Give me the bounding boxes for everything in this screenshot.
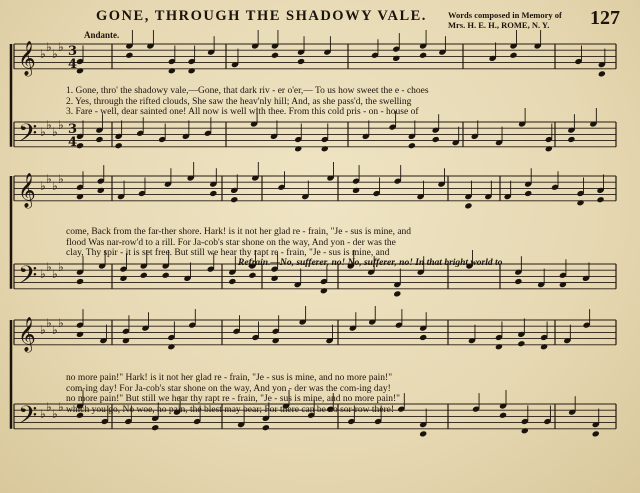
note-head [162,272,170,279]
note-head [76,67,84,74]
page-number: 127 [590,7,620,29]
lyric-line: clay, Thy spir - it is set free. But still we hear thy rapt re - frain, "Je - sus is mine, and [66,248,390,258]
note-head [392,55,400,62]
note-head [228,278,236,285]
note-head [140,272,148,279]
note-head [559,281,567,288]
flat-sign: ♭ [46,316,52,330]
note-head [592,430,600,437]
note-head [95,136,103,143]
lyric-line: com-ing day! For Ja-cob's star shone on the way, And yon - der was the com-ing day! [66,383,391,394]
note-head [188,67,196,74]
lyrics-system-1 [66,86,429,118]
note-head [509,52,517,59]
note-head [151,424,159,431]
note-head [271,52,279,59]
lyrics-system-3 [66,373,400,415]
flat-sign: ♭ [46,118,52,132]
flat-sign: ♭ [58,172,64,186]
note-head [297,58,305,65]
lyric-line: 2. Yes, through the rifted clouds, She saw the heav'nly hill; And, as she pass'd, the swelling [66,96,412,107]
flat-sign: ♭ [58,316,64,330]
lyric-line: no more pain!" But still we hear thy rapt re - frain, "Je - sus is mine, and no more pain!" [66,394,401,404]
note-head [576,199,584,206]
note-head [115,142,123,149]
flat-sign: ♭ [58,260,64,274]
note-head [408,142,416,149]
note-head [76,142,84,149]
flat-sign: ♭ [40,47,46,61]
flat-sign: ♭ [46,40,52,54]
note-head [540,343,548,350]
note-head [596,196,604,203]
note-head [393,290,401,297]
time-sig-top: 3 [68,44,78,59]
note-head [168,67,176,74]
flat-sign: ♭ [52,47,58,61]
note-head [119,275,127,282]
flat-sign: ♭ [52,323,58,337]
flat-sign: ♭ [46,400,52,414]
bass-clef: 𝄢 [18,118,38,154]
treble-clef: 𝄞 [18,40,36,76]
time-sig-top: 3 [68,122,78,137]
note-head [352,187,360,194]
flat-sign: ♭ [52,267,58,281]
flat-sign: ♭ [40,179,46,193]
flat-sign: ♭ [58,40,64,54]
lyric-line: come, Back from the far-ther shore. Hark! is it not her glad re - frain, "Je - sus is mine, and [66,227,412,237]
note-head [464,202,472,209]
flat-sign: ♭ [40,323,46,337]
bass-clef: 𝄢 [18,260,38,296]
flat-sign: ♭ [58,400,64,414]
note-head [125,52,133,59]
refrain-line: Refrain.—No, sufferer, no! No, sufferer, no! In that bright world to [238,258,503,268]
lyric-line: which you go, No woe, no pain, the blest may bear; For there can be no sor-row there! [66,404,394,415]
note-head [432,136,440,143]
bass-clef: 𝄢 [18,400,38,436]
flat-sign: ♭ [46,260,52,274]
flat-sign: ♭ [52,179,58,193]
note-head [271,275,279,282]
lyric-line: 1. Gone, thro' the shadowy vale,—Gone, that dark riv - er o'er,— To us how sweet the e - choes [66,86,429,96]
flat-sign: ♭ [40,125,46,139]
time-sig-bottom: 4 [68,135,78,150]
note-head [167,343,175,350]
note-head [419,430,427,437]
flat-sign: ♭ [46,172,52,186]
note-head [97,187,105,194]
note-head [567,136,575,143]
treble-clef: 𝄞 [18,316,36,352]
note-head [524,190,532,197]
flat-sign: ♭ [52,407,58,421]
note-head [320,287,328,294]
note-head [76,331,84,338]
time-sig-bottom: 4 [68,57,78,72]
note-head [272,337,280,344]
note-head [262,424,270,431]
note-head [122,337,130,344]
lyric-line: 3. Fare - well, dear sainted one! All now is well with thee. From this cold pris - on - house of [66,107,419,117]
note-head [419,52,427,59]
note-head [248,272,256,279]
note-head [419,334,427,341]
flat-sign: ♭ [58,118,64,132]
tempo-marking: Andante. [84,30,120,40]
flat-sign: ♭ [40,267,46,281]
note-head [294,145,302,152]
note-head [209,190,217,197]
note-head [230,196,238,203]
hymn-title: GONE, THROUGH THE SHADOWY VALE. [96,8,427,24]
note-head [76,193,84,200]
flat-sign: ♭ [40,407,46,421]
note-head [76,278,84,285]
note-head [598,70,606,77]
note-head [321,145,329,152]
treble-clef: 𝄞 [18,172,36,208]
note-head [495,343,503,350]
credit-line-1: Words composed in Memory of [448,10,562,20]
credit-line-2: Mrs. H. E. H., ROME, N. Y. [448,20,550,30]
note-head [521,427,529,434]
lyric-line: flood Was nar-row'd to a rill. For Ja-cob's star shone on the way, And yon - der was the [66,237,396,248]
note-head [517,340,525,347]
note-head [499,412,507,419]
lyrics-system-2 [66,227,411,259]
note-head [514,278,522,285]
flat-sign: ♭ [52,125,58,139]
lyric-line: no more pain!" Hark! is it not her glad re - frain, "Je - sus is mine, and no more pain!" [66,373,393,383]
note-head [545,145,553,152]
